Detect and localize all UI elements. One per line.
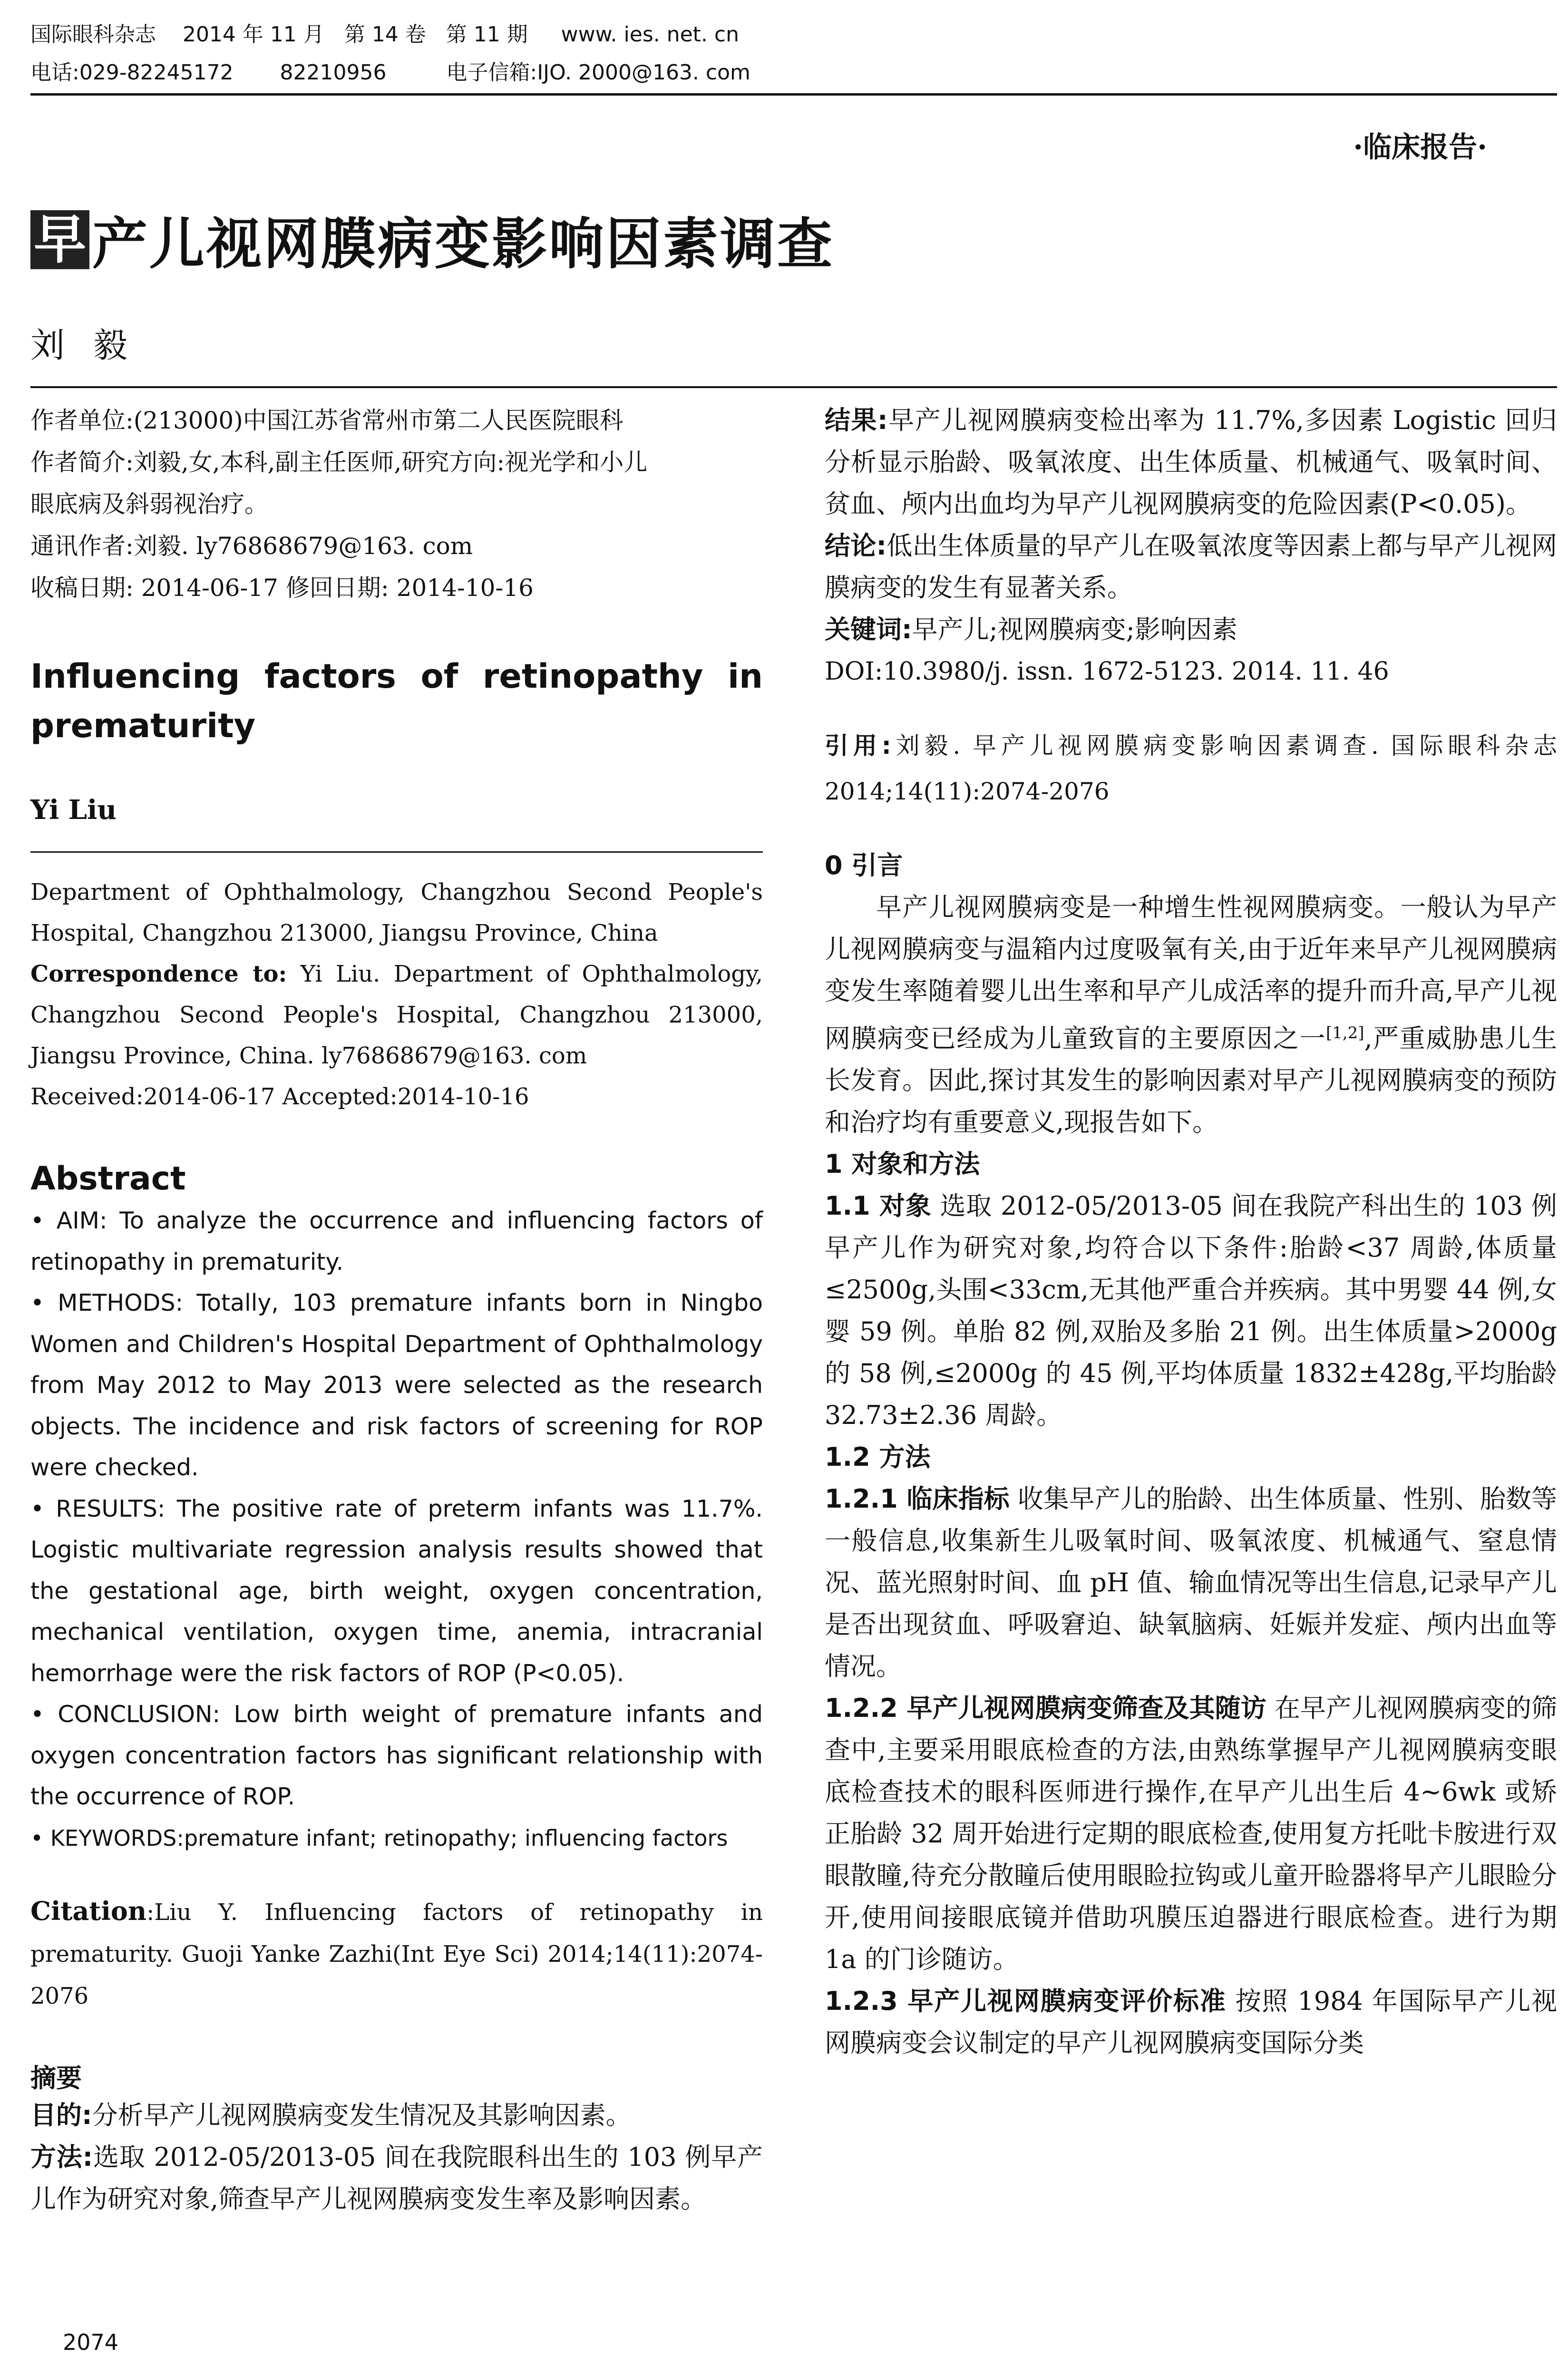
english-title: Influencing factors of retinopathy in prematurity	[30, 657, 763, 745]
abstract-conclusion: • CONCLUSION: Low birth weight of premature infants and oxygen concentration factors has significant relationship with the occurrence of ROP.	[30, 1701, 763, 1810]
journal-header-line2: 电话:029-82245172 82210956 电子信箱:IJO. 2000@163. com	[30, 60, 750, 85]
citation-text: :Liu Y. Influencing factors of retinopathy in prematurity. Guoji Yanke Zazhi(Int Eye Sci) 2014;14(11):2074-2076	[30, 1899, 763, 2009]
zy-jielun-text: 低出生体质量的早产儿在吸氧浓度等因素上都与早产儿视网膜病变的发生有显著关系。	[825, 531, 1557, 603]
abstract-keywords: • KEYWORDS:premature infant; retinopathy; influencing factors	[30, 1825, 728, 1851]
page-number: 2074	[63, 2329, 119, 2355]
section-tag: ·临床报告·	[1353, 131, 1487, 164]
zy-mudi	[30, 2094, 763, 2136]
doi: DOI:10.3980/j. issn. 1672-5123. 2014. 11. 46	[825, 657, 1389, 686]
abstract-body	[30, 1200, 763, 1859]
aff-dates: Received:2014-06-17 Accepted:2014-10-16	[30, 1083, 529, 1110]
section-1-1	[825, 1185, 1557, 1436]
chinese-citation	[825, 723, 1557, 814]
abstract-heading: Abstract	[30, 1160, 186, 1198]
zy-jieguo	[825, 399, 1557, 525]
title-rule	[30, 386, 1557, 388]
left-column	[30, 399, 763, 2220]
zy-jieguo-label: 结果:	[825, 405, 888, 435]
author-name-cn: 刘毅	[30, 325, 156, 365]
zy-keywords	[825, 609, 1557, 651]
chinese-abstract-left	[30, 2094, 763, 2220]
s11-text: 选取 2012-05/2013-05 间在我院产科出生的 103 例早产儿作为研究对象,均符合以下条件:胎龄<37 周龄,体质量≤2500g,头围<33cm,无其他严重合并疾病。其中男婴 44 例,女婴 59 例。单胎 82 例,双胎及多胎 21 例。出生体质量>2000g 的 58 例,≤2000g 的 45 例,平均体质量 1832±428g,平均胎龄 32.73±2.36 周龄。	[825, 1191, 1557, 1430]
section-1-2-3	[825, 1980, 1557, 2064]
article-title	[30, 200, 834, 279]
english-affiliation	[30, 872, 763, 1117]
header-rule	[30, 93, 1557, 96]
zy-mudi-text: 分析早产儿视网膜病变发生情况及其影响因素。	[92, 2100, 632, 2130]
meta-dates: 收稿日期: 2014-06-17 修回日期: 2014-10-16	[30, 574, 534, 602]
zy-jielun	[825, 525, 1557, 609]
aff-correspondence	[30, 954, 763, 1076]
zy-kw-text: 早产儿;视网膜病变;影响因素	[912, 614, 1237, 644]
english-author: Yi Liu	[30, 794, 117, 826]
abstract-methods: • METHODS: Totally, 103 premature infants born in Ningbo Women and Children's Hospital Department of Ophthalmology from May 2012 to May 2013 were selected as the research objects. The incidence and risk factors of screening for ROP were checked.	[30, 1289, 763, 1481]
chinese-abstract-heading: 摘要	[30, 2063, 82, 2093]
s122-label: 1.2.2 早产儿视网膜病变筛查及其随访	[825, 1693, 1266, 1723]
title-text: 产儿视网膜病变影响因素调查	[92, 212, 834, 276]
zy-kw-label: 关键词:	[825, 614, 912, 644]
zy-fangfa-label: 方法:	[30, 2142, 93, 2172]
author-meta	[30, 399, 763, 609]
citation	[30, 1890, 763, 2017]
abstract-results: • RESULTS: The positive rate of preterm infants was 11.7%. Logistic multivariate regression analysis results showed that the gestational age, birth weight, oxygen concentration, mechanical ventilation, oxygen time, anemia, intracranial hemorrhage were the risk factors of ROP (P<0.05).	[30, 1495, 763, 1687]
yinyong-text: 刘毅. 早产儿视网膜病变影响因素调查. 国际眼科杂志 2014;14(11):2074-2076	[825, 732, 1558, 805]
abstract-aim: • AIM: To analyze the occurrence and influencing factors of retinopathy in prematurity.	[30, 1207, 763, 1276]
section-1-2-1	[825, 1478, 1557, 1687]
section-1-title: 1 对象和方法	[825, 1149, 980, 1179]
s121-label: 1.2.1 临床指标	[825, 1484, 1010, 1514]
zy-jielun-label: 结论:	[825, 531, 887, 561]
yinyong-label: 引用:	[825, 732, 891, 760]
section-0-para	[825, 887, 1557, 1143]
s123-label: 1.2.3 早产儿视网膜病变评价标准	[825, 1986, 1227, 2016]
s121-text: 收集早产儿的胎龄、出生体质量、性别、胎数等一般信息,收集新生儿吸氧时间、吸氧浓度、机械通气、窒息情况、蓝光照射时间、血 pH 值、输血情况等出生信息,记录早产儿是否出现贫血、呼吸窘迫、缺氧脑病、妊娠并发症、颅内出血等情况。	[825, 1484, 1557, 1681]
zy-mudi-label: 目的:	[30, 2100, 92, 2130]
zy-fangfa-text: 选取 2012-05/2013-05 间在我院眼科出生的 103 例早产儿作为研究对象,筛查早产儿视网膜病变发生率及影响因素。	[30, 2142, 763, 2214]
title-first-char: 早	[30, 210, 89, 269]
corr-label: Correspondence to:	[30, 961, 287, 987]
section-0-title: 0 引言	[825, 850, 903, 880]
s123-text: 按照 1984 年国际早产儿视网膜病变会议制定的早产儿视网膜病变国际分类	[825, 1986, 1558, 2058]
section-1-2-title: 1.2 方法	[825, 1442, 931, 1472]
s0-ref: [1,2]	[1325, 1023, 1364, 1042]
s0-text-b: ,严重威胁患儿生长发育。因此,探讨其发生的影响因素对早产儿视网膜病变的预防和治疗均有重要意义,现报告如下。	[825, 1023, 1558, 1137]
meta-bio-cont: 眼底病及斜弱视治疗。	[30, 490, 268, 518]
corr-text: Yi Liu. Department of Ophthalmology, Changzhou Second People's Hospital, Changzhou 213000, Jiangsu Province, China. ly76868679@163. com	[30, 961, 763, 1069]
meta-affiliation: 作者单位:(213000)中国江苏省常州市第二人民医院眼科	[30, 407, 623, 434]
zy-jieguo-text: 早产儿视网膜病变检出率为 11.7%,多因素 Logistic 回归分析显示胎龄、吸氧浓度、出生体质量、机械通气、吸氧时间、贫血、颅内出血均为早产儿视网膜病变的危险因素(P<0.05)。	[825, 405, 1557, 519]
right-column	[825, 399, 1557, 2064]
citation-label: Citation	[30, 1896, 147, 1926]
s122-text: 在早产儿视网膜病变的筛查中,主要采用眼底检查的方法,由熟练掌握早产儿视网膜病变眼底检查技术的眼科医师进行操作,在早产儿出生后 4~6wk 或矫正胎龄 32 周开始进行定期的眼底检查,使用复方托吡卡胺进行双眼散瞳,待充分散瞳后使用眼睑拉钩或儿童开睑器将早产儿眼睑分开,使用间接眼底镜并借助巩膜压迫器进行眼底检查。进行为期 1a 的门诊随访。	[825, 1693, 1558, 1974]
meta-bio: 作者简介:刘毅,女,本科,副主任医师,研究方向:视光学和小儿	[30, 448, 648, 476]
s11-label: 1.1 对象	[825, 1191, 932, 1221]
section-1-2-2	[825, 1687, 1557, 1980]
aff-department: Department of Ophthalmology, Changzhou Second People's Hospital, Changzhou 213000, Jiangsu Province, China	[30, 879, 763, 946]
author-rule	[30, 851, 763, 853]
meta-correspondence: 通讯作者:刘毅. ly76868679@163. com	[30, 532, 473, 560]
journal-header-line1: 国际眼科杂志 2014 年 11 月 第 14 卷 第 11 期 www. ies. net. cn	[30, 22, 739, 47]
zy-fangfa	[30, 2136, 763, 2220]
s0-text-a: 早产儿视网膜病变是一种增生性视网膜病变。一般认为早产儿视网膜病变与温箱内过度吸氧有关,由于近年来早产儿视网膜病变发生率随着婴儿出生率和早产儿成活率的提升而升高,早产儿视网膜病变已经成为儿童致盲的主要原因之一	[825, 892, 1557, 1053]
